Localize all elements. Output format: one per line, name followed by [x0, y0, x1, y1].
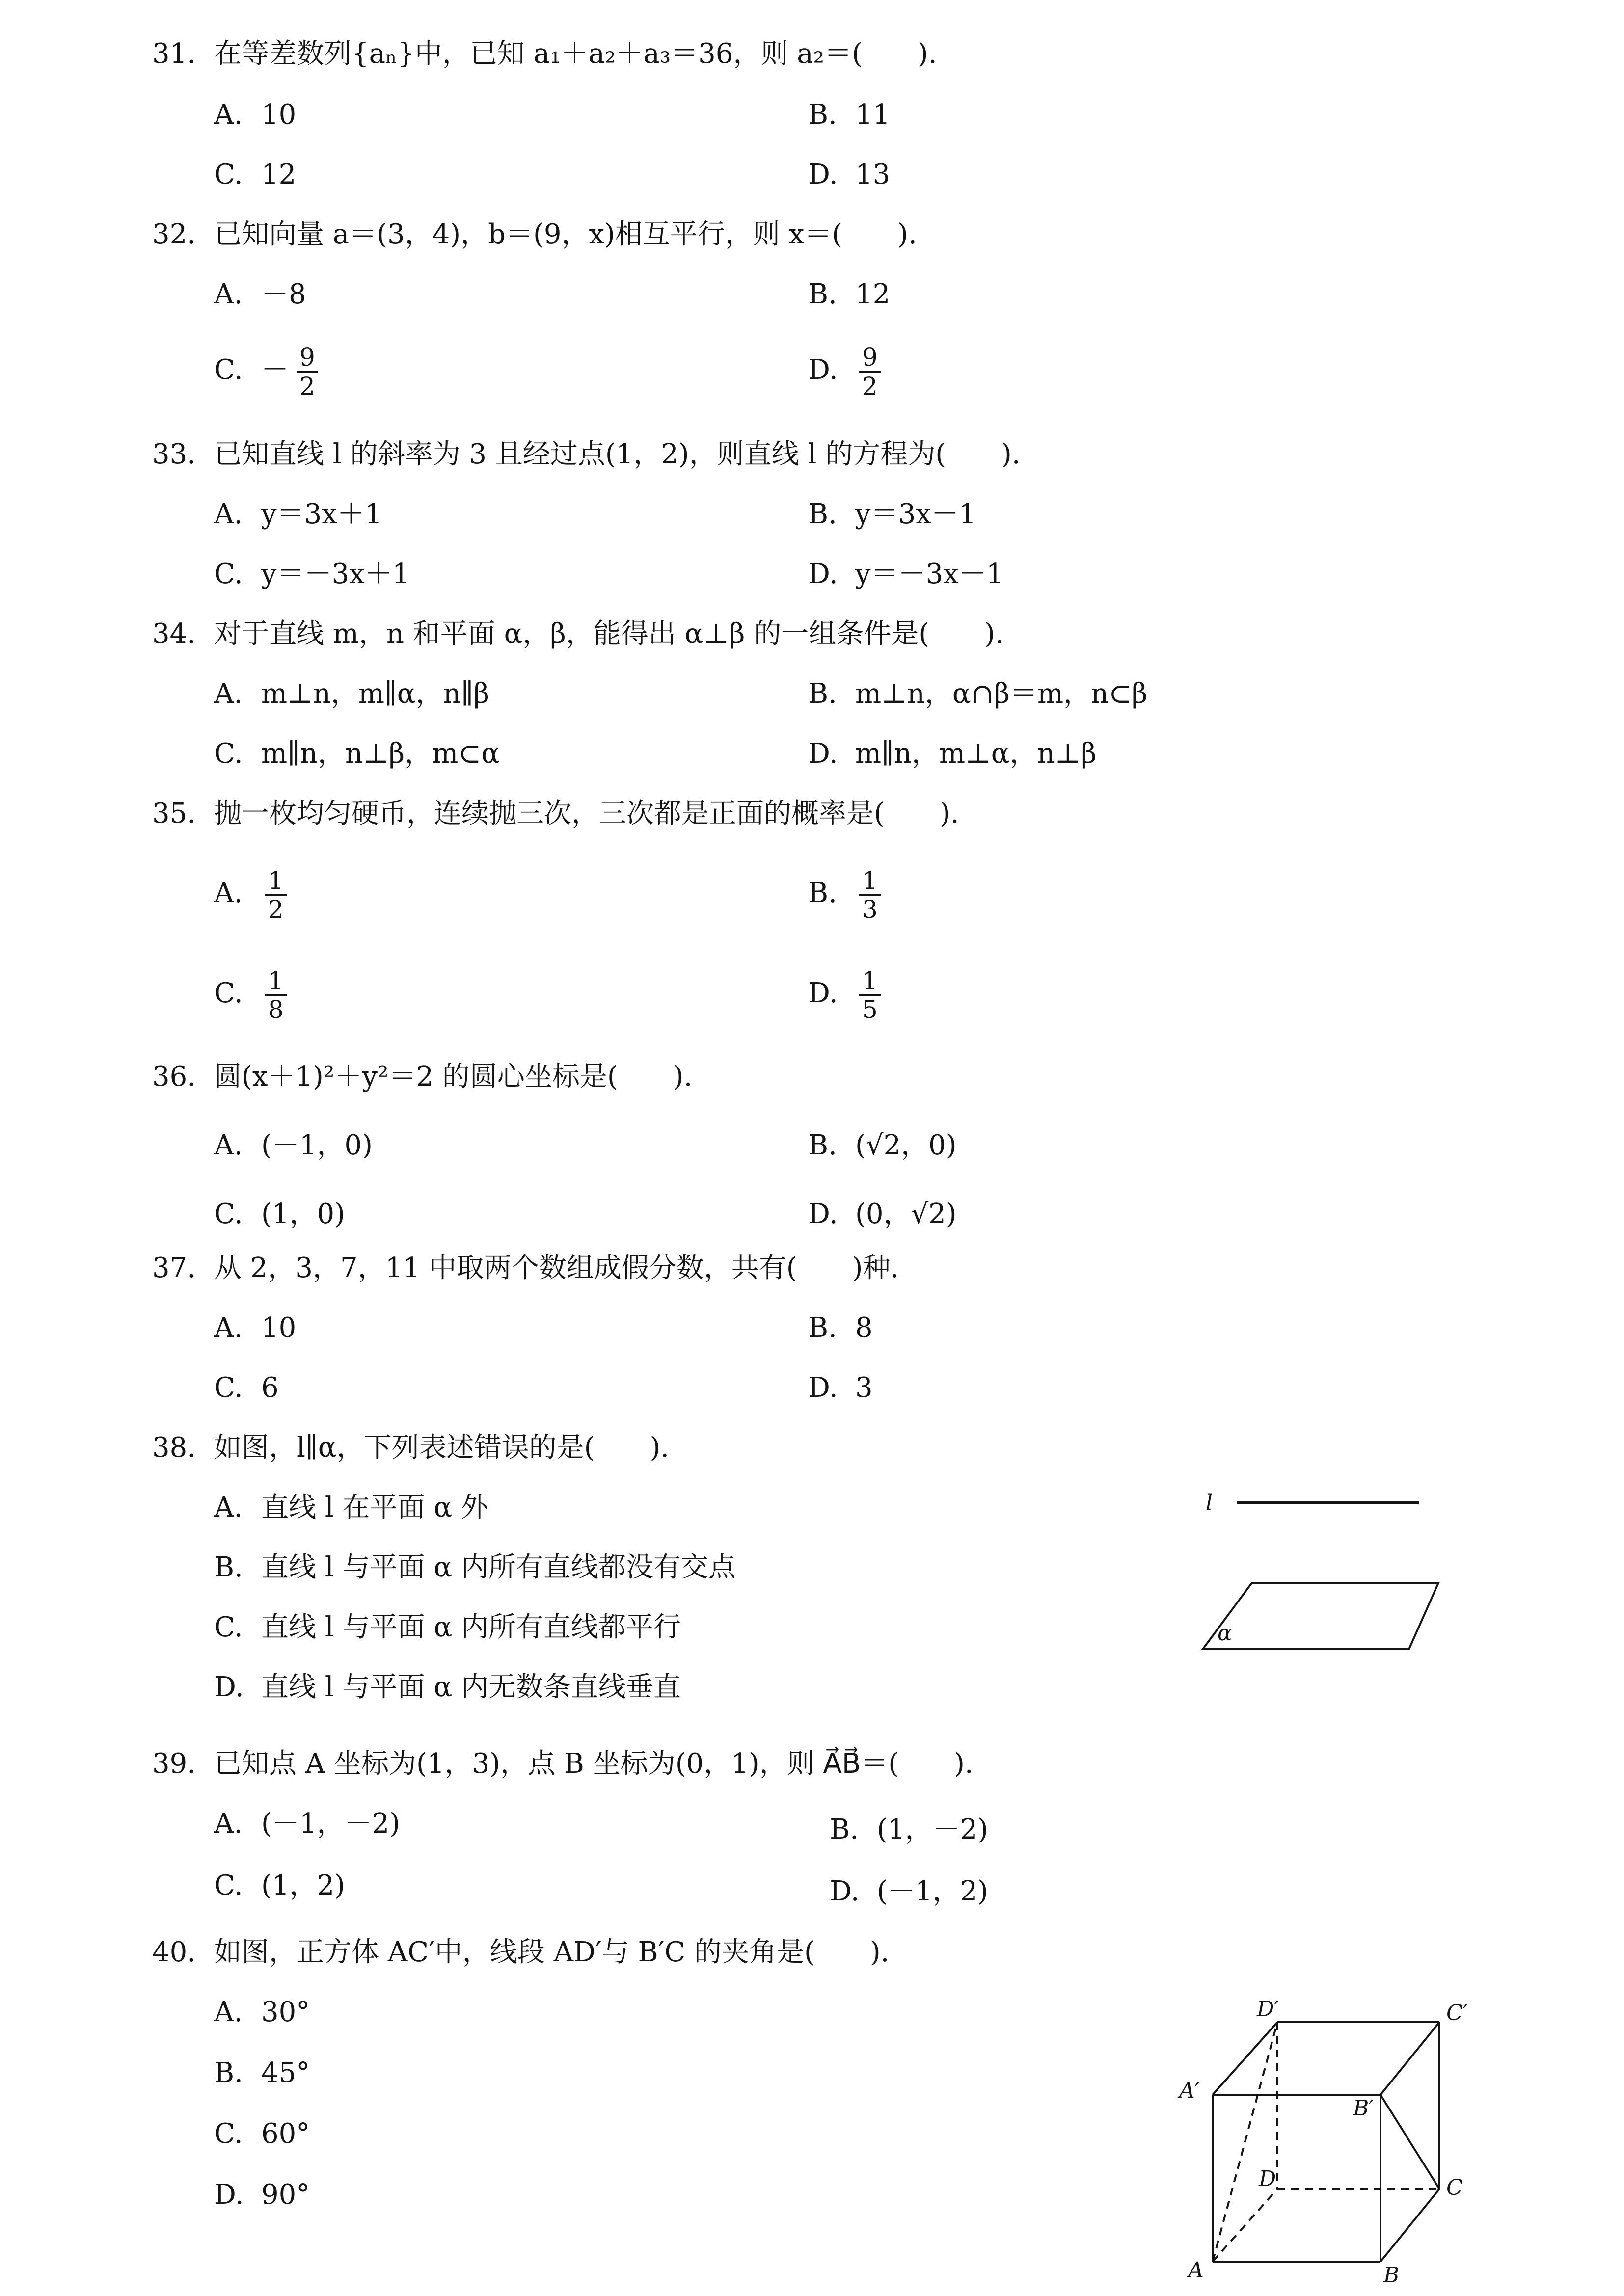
line-plane-figure [1198, 1482, 1453, 1664]
option-b[interactable] [808, 1309, 873, 1347]
option-b[interactable] [808, 276, 890, 313]
option-label: D. [214, 2179, 244, 2211]
fraction-denominator: 2 [299, 372, 315, 400]
option-a[interactable] [214, 675, 489, 713]
option-a[interactable] [214, 1994, 310, 2031]
fraction [265, 867, 287, 923]
option-c[interactable] [214, 1369, 279, 1407]
question-text: 已知直线 l 的斜率为 3 且经过点(1，2)，则直线 l 的方程为( ). [214, 438, 1021, 470]
question-text: 如图，正方体 AC′中，线段 AD′与 B′C 的夹角是( ). [214, 1936, 890, 1968]
question-number: 34. [152, 618, 196, 650]
fraction-denominator: 5 [862, 995, 878, 1024]
option-label: A. [214, 1996, 243, 2028]
vertex-label-a1: A′ [1179, 2078, 1200, 2103]
question-number: 31. [152, 38, 196, 70]
option-c[interactable] [214, 1867, 345, 1904]
option-text: 10 [261, 99, 297, 131]
option-text: 30° [261, 1996, 310, 2028]
option-b[interactable] [808, 1127, 957, 1164]
option-text: 11 [855, 99, 891, 131]
option-label: C. [214, 1611, 243, 1643]
question-text: 在等差数列{aₙ}中，已知 a₁＋a₂＋a₃＝36，则 a₂＝( ). [214, 38, 937, 70]
option-a[interactable] [214, 276, 306, 313]
vertex-label-a: A [1188, 2258, 1204, 2283]
option-label: D. [830, 1875, 860, 1907]
option-d[interactable] [808, 1369, 873, 1407]
option-text: (1，2) [261, 1869, 345, 1901]
option-label: D. [808, 354, 838, 386]
option-text: 8 [855, 1312, 873, 1344]
option-d[interactable] [214, 1669, 681, 1706]
option-d[interactable] [808, 735, 1097, 773]
fraction [859, 967, 881, 1023]
fraction-denominator: 2 [862, 372, 878, 400]
plane-alpha [1203, 1583, 1438, 1649]
option-text: m∥n，m⊥α，n⊥β [855, 738, 1097, 770]
option-c[interactable] [214, 1196, 345, 1233]
option-label: B. [808, 278, 837, 310]
option-text: y＝－3x＋1 [261, 558, 410, 590]
cube-edge [1380, 2022, 1439, 2095]
option-a[interactable] [214, 1489, 488, 1526]
vertex-label-c: C [1446, 2175, 1463, 2200]
option-label: B. [214, 2057, 243, 2089]
option-b[interactable] [214, 1549, 736, 1586]
question-31-stem [152, 35, 937, 73]
option-label: D. [808, 738, 838, 770]
option-label: D. [808, 977, 838, 1009]
option-b[interactable] [214, 2055, 310, 2092]
question-text: 如图，l∥α，下列表述错误的是( ). [214, 1432, 670, 1464]
hidden-edge [1213, 2189, 1277, 2262]
question-34-stem [152, 615, 1004, 653]
question-38-stem [152, 1429, 669, 1467]
cube-figure [1168, 1993, 1502, 2287]
option-d[interactable] [808, 344, 885, 400]
fraction-denominator: 2 [268, 895, 284, 924]
option-c[interactable] [214, 967, 291, 1023]
option-label: B. [808, 678, 837, 710]
option-text: －8 [261, 278, 306, 310]
cube-edge [1380, 2189, 1439, 2262]
question-text: 圆(x＋1)²＋y²＝2 的圆心坐标是( ). [214, 1061, 693, 1093]
question-number: 33. [152, 438, 196, 470]
option-label: D. [808, 159, 838, 190]
option-label: C. [214, 354, 243, 386]
option-text: (√2，0) [855, 1129, 957, 1161]
option-label: B. [830, 1814, 859, 1845]
option-label: B. [808, 99, 837, 131]
option-label: C. [214, 738, 243, 770]
option-label: A. [214, 1492, 243, 1523]
question-text: 抛一枚均匀硬币，连续抛三次，三次都是正面的概率是( ). [214, 798, 959, 829]
option-label: D. [808, 1372, 838, 1404]
option-text: 直线 l 在平面 α 外 [261, 1492, 488, 1523]
option-label: C. [214, 558, 243, 590]
fraction-numerator: 1 [859, 967, 881, 996]
option-label: D. [808, 1198, 838, 1230]
option-text: 12 [855, 278, 891, 310]
fraction [859, 867, 881, 923]
option-b[interactable] [808, 496, 976, 533]
option-label: B. [808, 877, 837, 909]
minus-sign: － [261, 354, 289, 386]
option-c[interactable] [214, 156, 296, 193]
option-label: C. [214, 1869, 243, 1901]
option-text: 60° [261, 2118, 310, 2150]
option-label: C. [214, 1198, 243, 1230]
option-a[interactable] [214, 1805, 400, 1842]
option-text: 45° [261, 2057, 310, 2089]
option-text: (－1，2) [877, 1875, 988, 1907]
option-label: B. [808, 498, 837, 530]
question-32-stem [152, 216, 917, 253]
option-label: A. [214, 1808, 243, 1840]
option-label: C. [214, 2118, 243, 2150]
question-number: 37. [152, 1252, 196, 1284]
vertex-label-b: B [1383, 2263, 1400, 2287]
question-39-stem [152, 1745, 974, 1783]
option-label: A. [214, 278, 243, 310]
option-c[interactable] [214, 556, 409, 593]
option-text: (0，√2) [855, 1198, 957, 1230]
fraction [265, 967, 287, 1023]
vertex-label-b1: B′ [1353, 2096, 1374, 2121]
option-d[interactable] [808, 967, 885, 1023]
option-text: m⊥n，α∩β＝m，n⊂β [855, 678, 1148, 710]
option-d[interactable] [808, 156, 890, 193]
option-text: 13 [855, 159, 891, 190]
option-text: 10 [261, 1312, 297, 1344]
option-d[interactable] [830, 1873, 988, 1910]
option-a[interactable] [214, 496, 382, 533]
fraction-numerator: 1 [859, 867, 881, 896]
option-label: A. [214, 99, 243, 131]
option-a[interactable] [214, 867, 291, 923]
option-text: y＝3x－1 [855, 498, 976, 530]
option-a[interactable] [214, 1309, 296, 1347]
fraction-numerator: 9 [859, 344, 881, 373]
option-label: A. [214, 678, 243, 710]
question-number: 35. [152, 798, 196, 829]
option-text: 直线 l 与平面 α 内无数条直线垂直 [261, 1671, 681, 1703]
question-text: 从 2，3，7，11 中取两个数组成假分数，共有( )种. [214, 1252, 899, 1284]
fraction-numerator: 9 [297, 344, 318, 373]
option-c[interactable] [214, 2115, 310, 2153]
fraction [297, 344, 318, 400]
option-a[interactable] [214, 96, 296, 133]
vertex-label-c1: C′ [1446, 2001, 1468, 2026]
option-label: C. [214, 159, 243, 190]
question-33-stem [152, 436, 1021, 473]
option-text: 6 [261, 1372, 279, 1404]
option-d[interactable] [214, 2176, 310, 2214]
option-text: (1，0) [261, 1198, 345, 1230]
option-b[interactable] [808, 867, 885, 923]
question-36-stem [152, 1058, 692, 1095]
option-label: C. [214, 1372, 243, 1404]
option-text: (－1，0) [261, 1129, 373, 1161]
fraction [859, 344, 881, 400]
fraction-numerator: 1 [265, 867, 287, 896]
question-number: 39. [152, 1748, 196, 1780]
option-text: 12 [261, 159, 297, 190]
vertex-label-d1: D′ [1257, 1997, 1279, 2022]
option-text: 90° [261, 2179, 310, 2211]
question-number: 36. [152, 1061, 196, 1093]
option-c[interactable] [214, 344, 322, 400]
option-text: y＝－3x－1 [855, 558, 1004, 590]
fraction-denominator: 8 [268, 995, 284, 1024]
option-label: A. [214, 877, 243, 909]
option-c[interactable] [214, 735, 500, 773]
option-label: D. [808, 558, 838, 590]
option-label: B. [214, 1551, 243, 1583]
option-text: m⊥n，m∥α，n∥β [261, 678, 489, 710]
vertex-label-d: D [1259, 2166, 1276, 2191]
question-text: 已知向量 a＝(3，4)，b＝(9，x)相互平行，则 x＝( ). [214, 218, 917, 250]
question-number: 40. [152, 1936, 196, 1968]
question-35-stem [152, 795, 959, 832]
plane-label: α [1218, 1621, 1232, 1646]
question-number: 32. [152, 218, 196, 250]
line-label: l [1206, 1490, 1213, 1515]
question-text: 对于直线 m，n 和平面 α，β，能得出 α⊥β 的一组条件是( ). [214, 618, 1004, 650]
fraction-numerator: 1 [265, 967, 287, 996]
option-label: C. [214, 977, 243, 1009]
option-d[interactable] [808, 556, 1003, 593]
option-label: B. [808, 1129, 837, 1161]
option-text: (1，－2) [877, 1814, 988, 1845]
option-a[interactable] [214, 1127, 373, 1164]
question-37-stem [152, 1250, 899, 1287]
question-40-stem [152, 1934, 889, 1971]
option-label: A. [214, 1312, 243, 1344]
option-label: D. [214, 1671, 244, 1703]
option-text: (－1，－2) [261, 1808, 400, 1840]
option-label: A. [214, 1129, 243, 1161]
question-number: 38. [152, 1432, 196, 1464]
fraction-denominator: 3 [862, 895, 878, 924]
question-text: 已知点 A 坐标为(1，3)，点 B 坐标为(0，1)，则 A⃗B⃗＝( ). [214, 1748, 974, 1780]
option-text: y＝3x＋1 [261, 498, 382, 530]
option-text: 直线 l 与平面 α 内所有直线都平行 [261, 1611, 681, 1643]
option-b[interactable] [808, 675, 1147, 713]
option-text: 直线 l 与平面 α 内所有直线都没有交点 [261, 1551, 736, 1583]
option-label: A. [214, 498, 243, 530]
option-text: 3 [855, 1372, 873, 1404]
option-text: m∥n，n⊥β，m⊂α [261, 738, 500, 770]
option-c[interactable] [214, 1609, 681, 1646]
option-label: B. [808, 1312, 837, 1344]
diagonal-b1c [1380, 2095, 1439, 2189]
option-b[interactable] [830, 1811, 988, 1848]
option-d[interactable] [808, 1196, 957, 1233]
option-b[interactable] [808, 96, 890, 133]
